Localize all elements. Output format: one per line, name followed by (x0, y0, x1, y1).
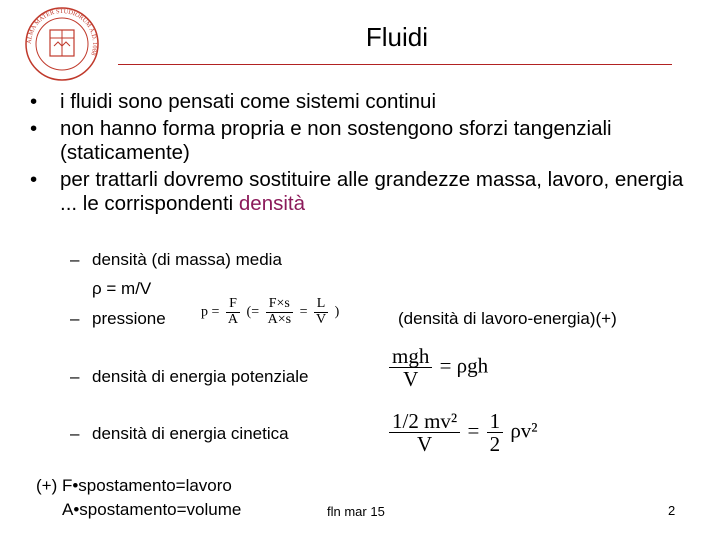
sub-item-density: – densità (di massa) media (70, 250, 282, 269)
sub-item-potential: – densità di energia potenziale (70, 367, 309, 386)
bullet-dot-icon: • (30, 117, 38, 140)
title-divider (118, 64, 672, 65)
sub-item-kinetic: – densità di energia cinetica (70, 424, 289, 443)
bullet-text: i fluidi sono pensati come sistemi continui (60, 90, 437, 113)
bullet-text: per trattarli dovremo sostituire alle grandezze massa, lavoro, energia ... le corrispondenti (60, 168, 684, 215)
density-label: densità (di massa) media (92, 250, 282, 269)
bullet-item (30, 117, 690, 165)
density-formula: ρ = m/V (92, 279, 152, 298)
kinetic-label: densità di energia cinetica (92, 424, 289, 443)
bullet-item (30, 168, 690, 216)
slide-title: Fluidi (365, 22, 428, 52)
bullet-list (30, 90, 690, 219)
sub-item-pressure: – pressione (70, 309, 166, 328)
bullet-item (30, 90, 690, 114)
logo-text: ALMA MATER STUDIORUM A.D. 1088 (25, 7, 99, 57)
potential-label: densità di energia potenziale (92, 367, 309, 386)
pressure-note: (densità di lavoro-energia)(+) (398, 309, 617, 328)
footnote-line-1: (+) F•spostamento=lavoro (36, 476, 232, 495)
accent-word: densità (238, 192, 306, 215)
footer-center-text: fln mar 15 (327, 504, 385, 519)
bullet-dot-icon: • (30, 90, 38, 113)
bullet-dot-icon: • (30, 168, 38, 191)
bullet-text: non hanno forma propria e non sostengono sforzi tangenziali (staticamente) (60, 117, 612, 164)
pressure-label: pressione (92, 309, 166, 328)
footnote-line-2: A•spostamento=volume (62, 500, 242, 519)
pressure-formula: p = $\frac{F}{A}$ (= $\frac{F\times s}{A\times s}$ = $\frac{L}{V}$ ) (201, 296, 340, 327)
page-number: 2 (668, 503, 676, 518)
potential-formula: $\frac{\text{mgh}}{V}$ = ρgh (387, 345, 488, 390)
kinetic-formula: $\frac{\text{1/2 mv²}}{V}$ = $\frac{1}{2}$ ρv² (387, 410, 538, 455)
